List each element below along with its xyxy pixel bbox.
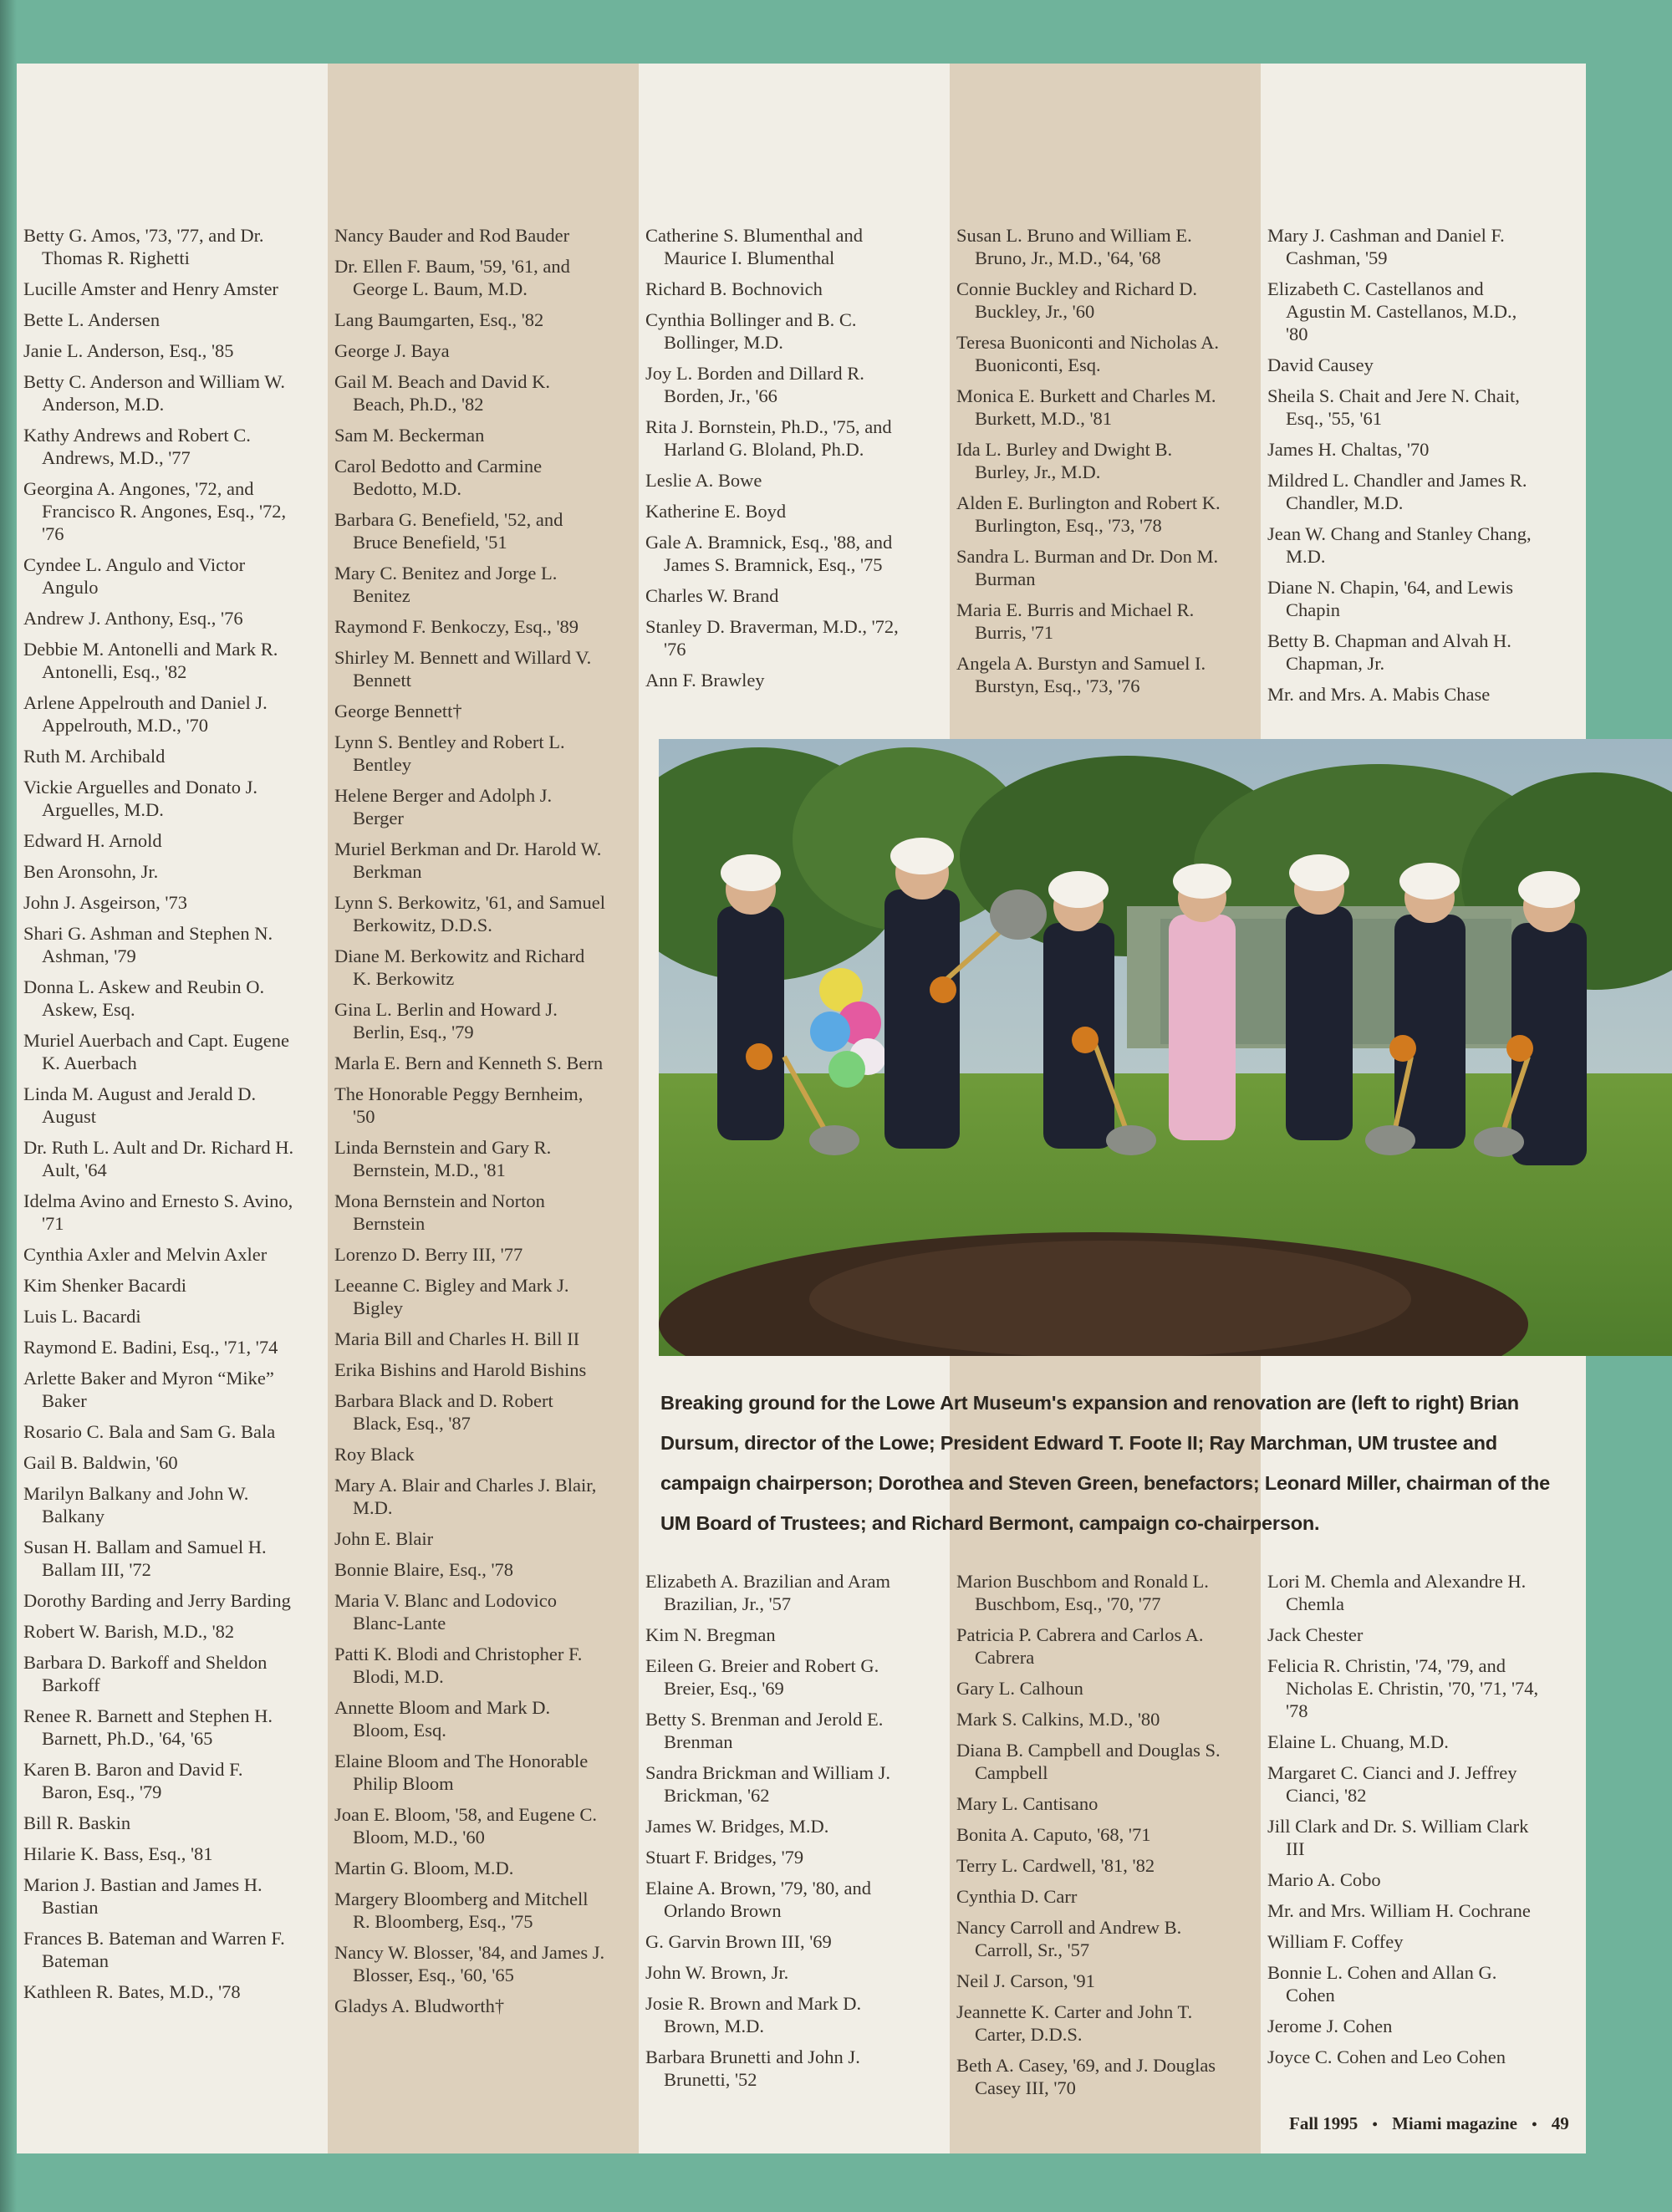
donor-name: Georgina A. Angones, '72, and Francisco R. Angones, Esq., '72, '76: [23, 478, 287, 544]
donor-name: Erika Bishins and Harold Bishins: [334, 1359, 587, 1380]
donor-name: Teresa Buoniconti and Nicholas A. Buoniconti, Esq.: [956, 332, 1219, 375]
donor-name: Jill Clark and Dr. S. William Clark III: [1267, 1816, 1529, 1859]
donor-name: Gail B. Baldwin, '60: [23, 1452, 178, 1473]
donor-name: Marion J. Bastian and James H. Bastian: [23, 1874, 263, 1918]
donor-name: Mario A. Cobo: [1267, 1869, 1381, 1890]
donor-name: William F. Coffey: [1267, 1931, 1404, 1952]
donor-name: Rosario C. Bala and Sam G. Bala: [23, 1421, 276, 1442]
donor-name: Joy L. Borden and Dillard R. Borden, Jr., '66: [645, 363, 864, 406]
donor-name: Connie Buckley and Richard D. Buckley, Jr., '60: [956, 278, 1198, 322]
donor-name: Susan L. Bruno and William E. Bruno, Jr., M.D., '64, '68: [956, 225, 1192, 268]
donor-name: Eileen G. Breier and Robert G. Breier, Esq., '69: [645, 1655, 879, 1699]
donor-name: Joan E. Bloom, '58, and Eugene C. Bloom, M.D., '60: [334, 1804, 598, 1848]
donor-name: Barbara D. Barkoff and Sheldon Barkoff: [23, 1652, 268, 1695]
donor-name: Elaine A. Brown, '79, '80, and Orlando Brown: [645, 1878, 871, 1921]
donor-list-column-1: [23, 224, 295, 2011]
donor-list-column-3: [645, 224, 917, 700]
donor-name: Edward H. Arnold: [23, 830, 162, 851]
donor-name: Gary L. Calhoun: [956, 1678, 1083, 1699]
donor-name: Jerome J. Cohen: [1267, 2016, 1393, 2036]
donor-name: Charles W. Brand: [645, 585, 779, 606]
donor-name: Jean W. Chang and Stanley Chang, M.D.: [1267, 523, 1532, 567]
donor-name: Beth A. Casey, '69, and J. Douglas Casey III, '70: [956, 2055, 1216, 2098]
donor-name: Bill R. Baskin: [23, 1812, 131, 1833]
donor-name: Mary L. Cantisano: [956, 1793, 1099, 1814]
donor-name: Marilyn Balkany and John W. Balkany: [23, 1483, 249, 1526]
footer-separator: •: [1532, 2116, 1537, 2133]
donor-name: Hilarie K. Bass, Esq., '81: [23, 1843, 213, 1864]
donor-name: Robert W. Barish, M.D., '82: [23, 1621, 235, 1642]
footer-magazine-name: Miami magazine: [1392, 2113, 1517, 2133]
donor-name: Mark S. Calkins, M.D., '80: [956, 1709, 1160, 1730]
donor-name: Jack Chester: [1267, 1624, 1364, 1645]
donor-name: Renee R. Barnett and Stephen H. Barnett, Ph.D., '64, '65: [23, 1705, 273, 1749]
donor-name: Shari G. Ashman and Stephen N. Ashman, '79: [23, 923, 273, 966]
donor-name: Kim N. Bregman: [645, 1624, 776, 1645]
donor-name: Vickie Arguelles and Donato J. Arguelles, M.D.: [23, 777, 258, 820]
donor-name: Dr. Ruth L. Ault and Dr. Richard H. Ault, '64: [23, 1137, 294, 1180]
donor-name: Susan H. Ballam and Samuel H. Ballam III, '72: [23, 1537, 267, 1580]
donor-name: Dr. Ellen F. Baum, '59, '61, and George L. Baum, M.D.: [334, 256, 570, 299]
donor-name: Mary A. Blair and Charles J. Blair, M.D.: [334, 1475, 597, 1518]
donor-name: Andrew J. Anthony, Esq., '76: [23, 608, 243, 629]
donor-name: Leslie A. Bowe: [645, 470, 762, 491]
donor-name: Richard B. Bochnovich: [645, 278, 823, 299]
donor-name: James H. Chaltas, '70: [1267, 439, 1430, 460]
donor-name: Cynthia D. Carr: [956, 1886, 1078, 1907]
donor-name: Linda M. August and Jerald D. August: [23, 1083, 257, 1127]
donor-name: Karen B. Baron and David F. Baron, Esq., '79: [23, 1759, 243, 1802]
page-footer: [1289, 2113, 1569, 2134]
donor-name: Muriel Auerbach and Capt. Eugene K. Auerbach: [23, 1030, 290, 1073]
donor-name: Idelma Avino and Ernesto S. Avino, '71: [23, 1190, 293, 1234]
donor-name: Lynn S. Bentley and Robert L. Bentley: [334, 731, 565, 775]
donor-name: G. Garvin Brown III, '69: [645, 1931, 832, 1952]
donor-name: Kim Shenker Bacardi: [23, 1275, 186, 1296]
donor-name: Nancy Bauder and Rod Bauder: [334, 225, 570, 246]
donor-name: James W. Bridges, M.D.: [645, 1816, 829, 1837]
donor-name: The Honorable Peggy Bernheim, '50: [334, 1083, 584, 1127]
donor-name: Neil J. Carson, '91: [956, 1970, 1095, 1991]
donor-name: Betty C. Anderson and William W. Anderson, M.D.: [23, 371, 286, 415]
donor-name: Arlette Baker and Myron “Mike” Baker: [23, 1368, 274, 1411]
donor-name: Arlene Appelrouth and Daniel J. Appelrouth, M.D., '70: [23, 692, 268, 736]
donor-name: Gladys A. Bludworth†: [334, 1995, 505, 2016]
donor-name: Cynthia Bollinger and B. C. Bollinger, M.D.: [645, 309, 857, 353]
donor-name: Barbara Black and D. Robert Black, Esq., '87: [334, 1390, 553, 1434]
photo-caption: Breaking ground for the Lowe Art Museum's expansion and renovation are (left to right) Brian Dursum, director of the Lowe; President Edward T. Foote II; Ray Marchman, UM trustee and campaign chairperson; Dorothea and Steven Green, benefactors; Leonard Miller, chairman of the UM Board of Trustees; and Richard Bermont, campaign co-chairperson.: [660, 1392, 1550, 1534]
donor-name: Kathleen R. Bates, M.D., '78: [23, 1981, 241, 2002]
donor-name: Barbara G. Benefield, '52, and Bruce Benefield, '51: [334, 509, 563, 553]
magazine-spine: [0, 0, 17, 2212]
donor-name: Sheila S. Chait and Jere N. Chait, Esq., '55, '61: [1267, 385, 1520, 429]
donor-name: Diane M. Berkowitz and Richard K. Berkowitz: [334, 945, 585, 989]
donor-name: Diane N. Chapin, '64, and Lewis Chapin: [1267, 577, 1513, 620]
donor-name: Gale A. Bramnick, Esq., '88, and James S. Bramnick, Esq., '75: [645, 532, 893, 575]
donor-name: Patti K. Blodi and Christopher F. Blodi, M.D.: [334, 1644, 583, 1687]
donor-name: Joyce C. Cohen and Leo Cohen: [1267, 2046, 1506, 2067]
donor-name: Helene Berger and Adolph J. Berger: [334, 785, 553, 828]
donor-name: Elaine Bloom and The Honorable Philip Bloom: [334, 1751, 589, 1794]
donor-name: Leeanne C. Bigley and Mark J. Bigley: [334, 1275, 569, 1318]
donor-name: Terry L. Cardwell, '81, '82: [956, 1855, 1155, 1876]
donor-name: Angela A. Burstyn and Samuel I. Burstyn, Esq., '73, '76: [956, 653, 1206, 696]
donor-name: Cyndee L. Angulo and Victor Angulo: [23, 554, 246, 598]
donor-name: Raymond E. Badini, Esq., '71, '74: [23, 1337, 278, 1358]
donor-name: Elaine L. Chuang, M.D.: [1267, 1731, 1449, 1752]
donor-name: Josie R. Brown and Mark D. Brown, M.D.: [645, 1993, 862, 2036]
donor-name: Donna L. Askew and Reubin O. Askew, Esq.: [23, 976, 265, 1020]
donor-name: Marion Buschbom and Ronald L. Buschbom, Esq., '70, '77: [956, 1571, 1209, 1614]
donor-name: George J. Baya: [334, 340, 450, 361]
donor-name: Stuart F. Bridges, '79: [645, 1847, 804, 1868]
donor-name: Maria E. Burris and Michael R. Burris, '71: [956, 599, 1195, 643]
donor-name: Mary C. Benitez and Jorge L. Benitez: [334, 563, 558, 606]
donor-name: Betty S. Brenman and Jerold E. Brenman: [645, 1709, 884, 1752]
donor-list-column-4: [956, 224, 1228, 706]
donor-name: Sandra L. Burman and Dr. Don M. Burman: [956, 546, 1219, 589]
donor-name: Carol Bedotto and Carmine Bedotto, M.D.: [334, 456, 543, 499]
donor-list-column-2: [334, 224, 606, 2026]
donor-name: Roy Black: [334, 1444, 415, 1465]
donor-name: Martin G. Bloom, M.D.: [334, 1858, 514, 1878]
donor-name: Ida L. Burley and Dwight B. Burley, Jr., M.D.: [956, 439, 1173, 482]
donor-name: Raymond F. Benkoczy, Esq., '89: [334, 616, 579, 637]
donor-name: George Bennett†: [334, 701, 462, 721]
donor-name: Elizabeth C. Castellanos and Agustin M. Castellanos, M.D., '80: [1267, 278, 1517, 344]
donor-name: Mr. and Mrs. William H. Cochrane: [1267, 1900, 1531, 1921]
donor-name: Maria V. Blanc and Lodovico Blanc-Lante: [334, 1590, 557, 1634]
donor-name: Mona Bernstein and Norton Bernstein: [334, 1190, 545, 1234]
donor-name: Lori M. Chemla and Alexandre H. Chemla: [1267, 1571, 1527, 1614]
donor-name: John E. Blair: [334, 1528, 434, 1549]
donor-name: John W. Brown, Jr.: [645, 1962, 789, 1983]
donor-name: Debbie M. Antonelli and Mark R. Antonelli, Esq., '82: [23, 639, 278, 682]
donor-name: Bonita A. Caputo, '68, '71: [956, 1824, 1151, 1845]
donor-name: Annette Bloom and Mark D. Bloom, Esq.: [334, 1697, 551, 1741]
donor-name: Bette L. Andersen: [23, 309, 161, 330]
donor-name: Katherine E. Boyd: [645, 501, 787, 522]
donor-name: David Causey: [1267, 354, 1374, 375]
donor-name: Cynthia Axler and Melvin Axler: [23, 1244, 268, 1265]
donor-name: Felicia R. Christin, '74, '79, and Nicholas E. Christin, '70, '71, '74, '78: [1267, 1655, 1539, 1721]
donor-name: Lang Baumgarten, Esq., '82: [334, 309, 544, 330]
donor-name: Alden E. Burlington and Robert K. Burlington, Esq., '73, '78: [956, 492, 1221, 536]
donor-name: Janie L. Anderson, Esq., '85: [23, 340, 234, 361]
donor-name: Gina L. Berlin and Howard J. Berlin, Esq., '79: [334, 999, 558, 1042]
donor-name: Margery Bloomberg and Mitchell R. Bloomberg, Esq., '75: [334, 1888, 589, 1932]
donor-name: Kathy Andrews and Robert C. Andrews, M.D., '77: [23, 425, 251, 468]
donor-name: Dorothy Barding and Jerry Barding: [23, 1590, 291, 1611]
donor-name: Linda Bernstein and Gary R. Bernstein, M.D., '81: [334, 1137, 552, 1180]
donor-name: Monica E. Burkett and Charles M. Burkett, M.D., '81: [956, 385, 1216, 429]
donor-name: John J. Asgeirson, '73: [23, 892, 187, 913]
donor-name: Elizabeth A. Brazilian and Aram Brazilian, Jr., '57: [645, 1571, 891, 1614]
donor-name: Sandra Brickman and William J. Brickman, '62: [645, 1762, 890, 1806]
donor-name: Catherine S. Blumenthal and Maurice I. Blumenthal: [645, 225, 863, 268]
donor-name: Bonnie Blaire, Esq., '78: [334, 1559, 514, 1580]
donor-name: Mr. and Mrs. A. Mabis Chase: [1267, 684, 1491, 705]
donor-name: Lucille Amster and Henry Amster: [23, 278, 278, 299]
donor-name: Betty G. Amos, '73, '77, and Dr. Thomas R. Righetti: [23, 225, 264, 268]
donor-name: Mildred L. Chandler and James R. Chandler, M.D.: [1267, 470, 1527, 513]
donor-name: Shirley M. Bennett and Willard V. Bennett: [334, 647, 592, 691]
donor-name: Luis L. Bacardi: [23, 1306, 141, 1327]
donor-name: Rita J. Bornstein, Ph.D., '75, and Harland G. Bloland, Ph.D.: [645, 416, 892, 460]
donor-name: Mary J. Cashman and Daniel F. Cashman, '59: [1267, 225, 1505, 268]
donor-name: Lorenzo D. Berry III, '77: [334, 1244, 523, 1265]
donor-name: Muriel Berkman and Dr. Harold W. Berkman: [334, 838, 602, 882]
donor-name: Diana B. Campbell and Douglas S. Campbell: [956, 1740, 1221, 1783]
donor-name: Ben Aronsohn, Jr.: [23, 861, 159, 882]
donor-name: Bonnie L. Cohen and Allan G. Cohen: [1267, 1962, 1497, 2006]
donor-name: Maria Bill and Charles H. Bill II: [334, 1328, 580, 1349]
donor-name: Marla E. Bern and Kenneth S. Bern: [334, 1052, 604, 1073]
donor-name: Betty B. Chapman and Alvah H. Chapman, Jr.: [1267, 630, 1511, 674]
donor-name: Jeannette K. Carter and John T. Carter, D.D.S.: [956, 2001, 1193, 2045]
donor-list-column-4-continued: [956, 1570, 1228, 2108]
footer-separator: •: [1372, 2116, 1378, 2133]
donor-name: Ann F. Brawley: [645, 670, 765, 691]
donor-name: Nancy W. Blosser, '84, and James J. Blosser, Esq., '60, '65: [334, 1942, 605, 1985]
donor-name: Stanley D. Braverman, M.D., '72, '76: [645, 616, 899, 660]
donor-list-column-3-continued: [645, 1570, 917, 2099]
donor-name: Ruth M. Archibald: [23, 746, 166, 767]
footer-page-number: 49: [1551, 2113, 1569, 2133]
donor-name: Margaret C. Cianci and J. Jeffrey Cianci, '82: [1267, 1762, 1517, 1806]
donor-name: Barbara Brunetti and John J. Brunetti, '52: [645, 2046, 860, 2090]
donor-name: Lynn S. Berkowitz, '61, and Samuel Berkowitz, D.D.S.: [334, 892, 606, 935]
donor-name: Nancy Carroll and Andrew B. Carroll, Sr., '57: [956, 1917, 1182, 1960]
donor-name: Patricia P. Cabrera and Carlos A. Cabrera: [956, 1624, 1204, 1668]
donor-list-column-5: [1267, 224, 1539, 714]
footer-issue: Fall 1995: [1289, 2113, 1358, 2133]
donor-list-column-5-continued: [1267, 1570, 1539, 2077]
donor-name: Gail M. Beach and David K. Beach, Ph.D., '82: [334, 371, 551, 415]
groundbreaking-photo: [659, 739, 1672, 1356]
donor-name: Sam M. Beckerman: [334, 425, 485, 446]
donor-name: Frances B. Bateman and Warren F. Bateman: [23, 1928, 285, 1971]
